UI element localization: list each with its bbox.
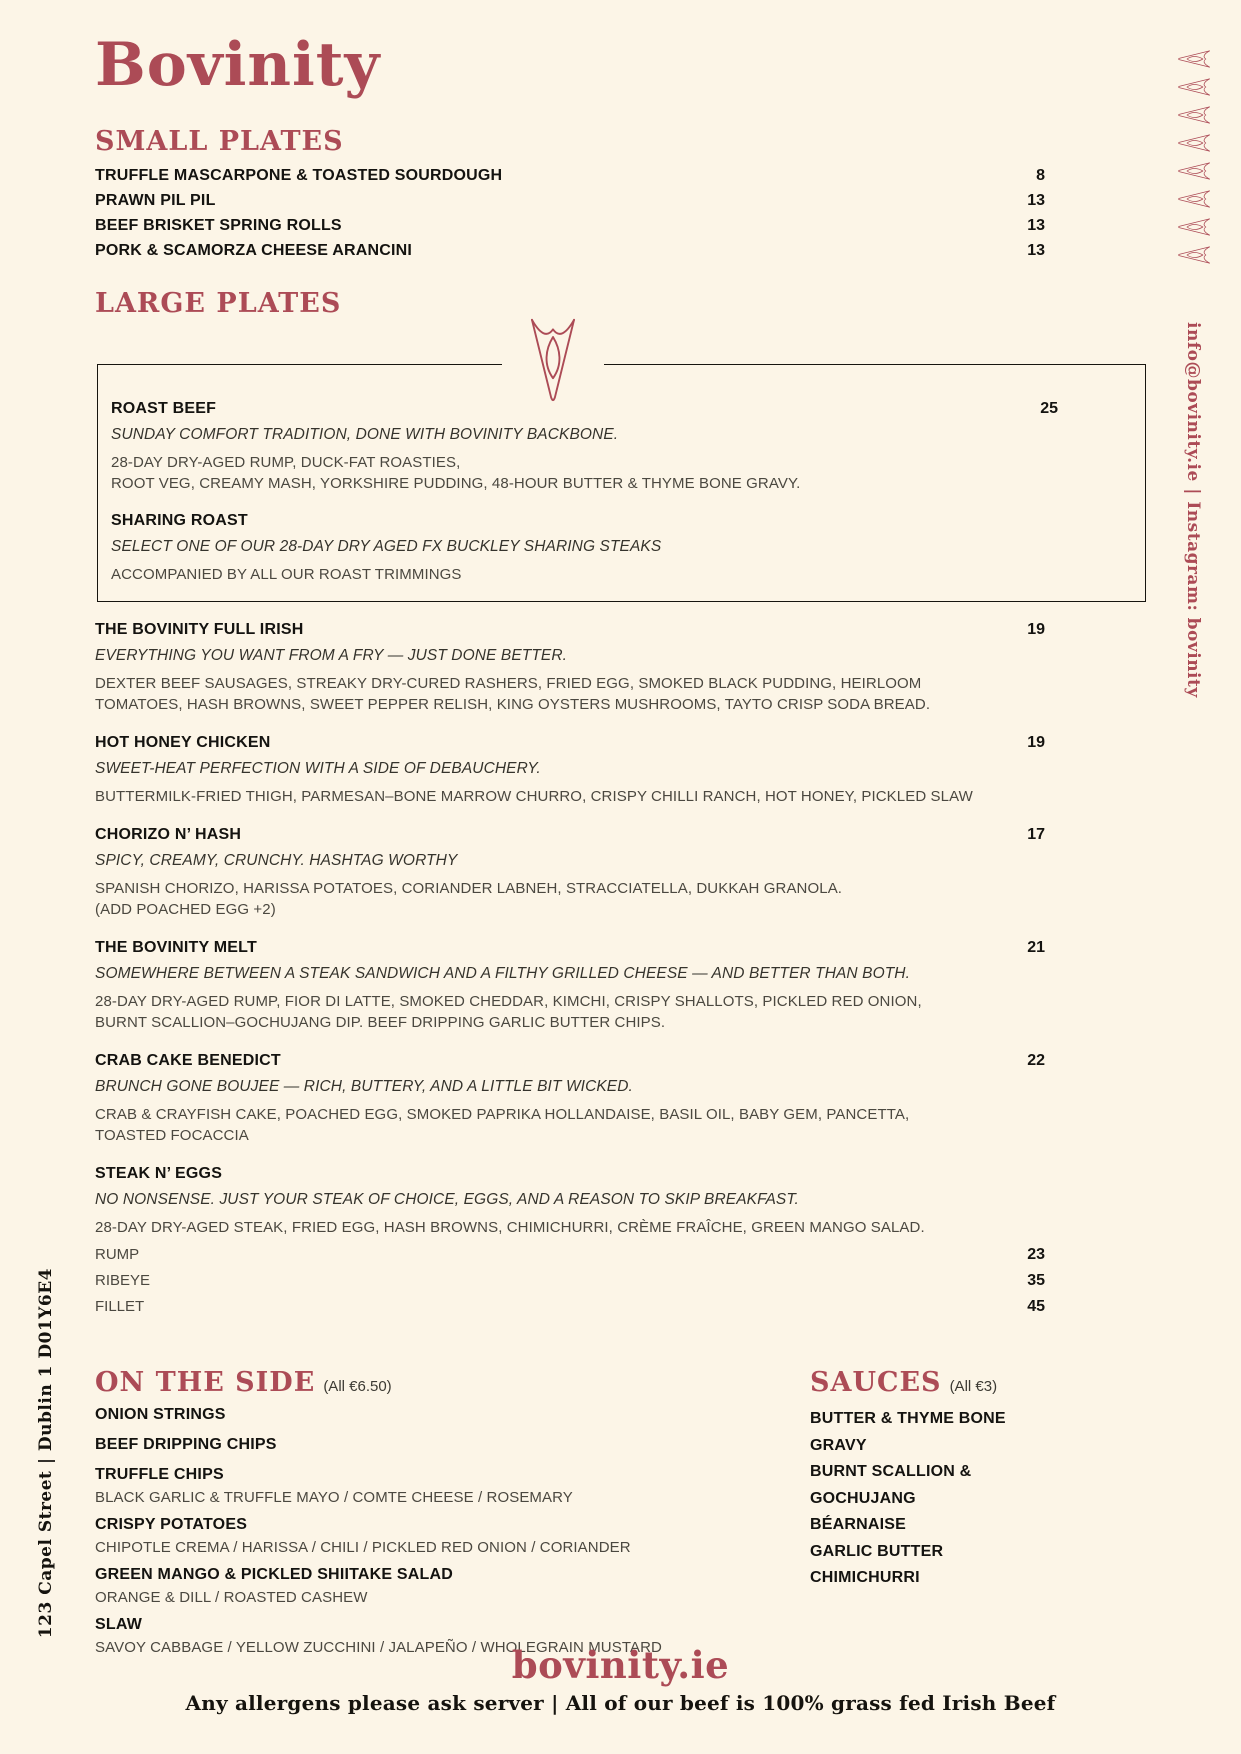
- section-sides-sauces: [95, 1368, 1045, 1662]
- item-name: HOT HONEY CHICKEN: [95, 734, 271, 752]
- side-desc: BLACK GARLIC & TRUFFLE MAYO / COMTE CHEESE / ROSEMARY: [95, 1489, 573, 1507]
- variant-price: 23: [1027, 1246, 1045, 1264]
- item-tagline: SUNDAY COMFORT TRADITION, DONE WITH BOVINITY BACKBONE.: [111, 426, 619, 444]
- item-desc: ACCOMPANIED BY ALL OUR ROAST TRIMMINGS: [111, 566, 462, 584]
- side-name: TRUFFLE CHIPS: [95, 1466, 224, 1484]
- side-name: BEEF DRIPPING CHIPS: [95, 1436, 277, 1454]
- item-name: ROAST BEEF: [111, 400, 217, 418]
- side-name: GREEN MANGO & PICKLED SHIITAKE SALAD: [95, 1566, 454, 1584]
- item-name: STEAK N’ EGGS: [95, 1165, 223, 1183]
- sides-title: ON THE SIDE: [95, 1367, 316, 1399]
- variant-name: FILLET: [95, 1298, 145, 1316]
- side-name: ONION STRINGS: [95, 1406, 226, 1424]
- small-plates-title: SMALL PLATES: [95, 126, 344, 157]
- variant-price: 45: [1027, 1298, 1045, 1316]
- sauces-price-note: (All €3): [949, 1378, 998, 1396]
- item-name: BEEF BRISKET SPRING ROLLS: [95, 216, 342, 234]
- sauces-title: SAUCES: [810, 1367, 942, 1399]
- item-tagline: BRUNCH GONE BOUJEE — RICH, BUTTERY, AND A LITTLE BIT WICKED.: [95, 1078, 633, 1096]
- menu-item: [95, 1161, 1045, 1320]
- item-tagline: SOMEWHERE BETWEEN A STEAK SANDWICH AND A FILTHY GRILLED CHEESE — AND BETTER THAN BOTH.: [95, 965, 910, 983]
- item-price: 19: [1027, 734, 1045, 752]
- item-desc: SPANISH CHORIZO, HARISSA POTATOES, CORIANDER LABNEH, STRACCIATELLA, DUKKAH GRANOLA. (ADD POACHED EGG +2): [95, 880, 843, 919]
- item-desc: BUTTERMILK-FRIED THIGH, PARMESAN–BONE MARROW CHURRO, CRISPY CHILLI RANCH, HOT HONEY, PICKLED SLAW: [95, 788, 973, 806]
- item-price: 21: [1027, 939, 1045, 957]
- item-desc: DEXTER BEEF SAUSAGES, STREAKY DRY-CURED RASHERS, FRIED EGG, SMOKED BLACK PUDDING, HEIRLOOM TOMATOES, HASH BROWNS, SWEET PEPPER RELISH, KING OYSTERS MUSHROOMS, TAYTO CRISP SODA BREAD.: [95, 675, 931, 714]
- side-desc: ORANGE & DILL / ROASTED CASHEW: [95, 1589, 368, 1607]
- brand-logo: Bovinity: [95, 30, 381, 100]
- item-tagline: SELECT ONE OF OUR 28-DAY DRY AGED FX BUCKLEY SHARING STEAKS: [111, 538, 662, 556]
- item-tagline: NO NONSENSE. JUST YOUR STEAK OF CHOICE, EGGS, AND A REASON TO SKIP BREAKFAST.: [95, 1191, 799, 1209]
- item-desc: 28-DAY DRY-AGED RUMP, DUCK-FAT ROASTIES, ROOT VEG, CREAMY MASH, YORKSHIRE PUDDING, 48-HOUR BUTTER & THYME BONE GRAVY.: [111, 454, 801, 493]
- variant-name: RIBEYE: [95, 1272, 151, 1290]
- menu-item: [95, 730, 1045, 807]
- item-tagline: EVERYTHING YOU WANT FROM A FRY — JUST DONE BETTER.: [95, 647, 568, 665]
- side-name: CRISPY POTATOES: [95, 1516, 248, 1534]
- item-price: 13: [1027, 191, 1045, 209]
- variant-price: 35: [1027, 1272, 1045, 1290]
- item-price: 8: [1036, 166, 1045, 184]
- menu-item: [95, 617, 1045, 715]
- menu-item-row: [95, 188, 1045, 213]
- item-desc: 28-DAY DRY-AGED STEAK, FRIED EGG, HASH BROWNS, CHIMICHURRI, CRÈME FRAÎCHE, GREEN MANGO SALAD.: [95, 1219, 925, 1237]
- variant-name: RUMP: [95, 1246, 140, 1264]
- item-name: TRUFFLE MASCARPONE & TOASTED SOURDOUGH: [95, 166, 503, 184]
- featured-item: [111, 508, 1058, 585]
- steak-variant-row: [95, 1268, 1045, 1294]
- item-tagline: SPICY, CREAMY, CRUNCHY. HASHTAG WORTHY: [95, 852, 458, 870]
- menu-item-row: [95, 213, 1045, 238]
- side-item: [95, 1402, 810, 1428]
- item-price: 19: [1027, 621, 1045, 639]
- item-price: 22: [1027, 1052, 1045, 1070]
- item-name: CHORIZO N’ HASH: [95, 826, 242, 844]
- item-name: THE BOVINITY FULL IRISH: [95, 621, 304, 639]
- item-name: THE BOVINITY MELT: [95, 939, 257, 957]
- menu-item-row: [95, 163, 1045, 188]
- side-item: [95, 1512, 810, 1557]
- steak-variant-row: [95, 1294, 1045, 1320]
- menu-item: [95, 822, 1045, 920]
- menu-item: [95, 935, 1045, 1033]
- item-price: 17: [1027, 826, 1045, 844]
- sauce-name: CHIMICHURRI: [810, 1569, 920, 1587]
- side-desc: SAVOY CABBAGE / YELLOW ZUCCHINI / JALAPEÑO / WHOLEGRAIN MUSTARD: [95, 1639, 662, 1657]
- section-large-plates: [95, 287, 1058, 1321]
- side-name: SLAW: [95, 1616, 143, 1634]
- steak-variant-row: [95, 1242, 1045, 1268]
- footer-allergen-note: Any allergens please ask server | All of our beef is 100% grass fed Irish Beef: [185, 1690, 1056, 1715]
- horn-pattern-decoration: [1177, 42, 1211, 266]
- bull-horns-icon: [1177, 238, 1211, 272]
- item-name: PRAWN PIL PIL: [95, 191, 216, 209]
- item-desc: CRAB & CRAYFISH CAKE, POACHED EGG, SMOKED PAPRIKA HOLLANDAISE, BASIL OIL, BABY GEM, PANCETTA, TOASTED FOCACCIA: [95, 1106, 910, 1145]
- sides-price-note: (All €6.50): [323, 1378, 392, 1396]
- menu-item-row: [95, 238, 1045, 263]
- large-plates-title: LARGE PLATES: [95, 287, 342, 319]
- side-item: [95, 1462, 810, 1507]
- address-rail: 123 Capel Street | Dublin 1 D01Y6E4: [36, 1267, 56, 1638]
- item-price: 13: [1027, 216, 1045, 234]
- sauce-name: BUTTER & THYME BONE GRAVY: [810, 1410, 1006, 1454]
- sauce-name: BÉARNAISE: [810, 1516, 907, 1534]
- item-tagline: SWEET-HEAT PERFECTION WITH A SIDE OF DEBAUCHERY.: [95, 760, 541, 778]
- contact-rail: info@bovinity.ie | Instagram: bovinity: [1183, 322, 1203, 698]
- footer-website: bovinity.ie: [511, 1643, 730, 1687]
- sauce-name: GARLIC BUTTER: [810, 1542, 944, 1560]
- footer: [0, 1645, 1241, 1715]
- bull-horns-logo-icon: [502, 316, 604, 404]
- item-desc: 28-DAY DRY-AGED RUMP, FIOR DI LATTE, SMOKED CHEDDAR, KIMCHI, CRISPY SHALLOTS, PICKLED RED ONION, BURNT SCALLION–GOCHUJANG DIP. BEEF DRIPPING GARLIC BUTTER CHIPS.: [95, 993, 922, 1032]
- section-sauces: [810, 1368, 1045, 1662]
- menu-item: [95, 1048, 1045, 1146]
- item-name: PORK & SCAMORZA CHEESE ARANCINI: [95, 241, 413, 259]
- sauce-name: BURNT SCALLION & GOCHUJANG: [810, 1463, 972, 1507]
- menu-content: [95, 30, 1058, 1662]
- side-item: [95, 1432, 810, 1458]
- section-small-plates: [95, 127, 1045, 263]
- featured-item: [111, 396, 1058, 494]
- side-item: [95, 1562, 810, 1607]
- item-name: SHARING ROAST: [111, 512, 248, 530]
- item-name: CRAB CAKE BENEDICT: [95, 1052, 281, 1070]
- item-price: 13: [1027, 241, 1045, 259]
- section-on-the-side: [95, 1368, 810, 1662]
- item-price: 25: [1040, 400, 1058, 418]
- side-desc: CHIPOTLE CREMA / HARISSA / CHILI / PICKLED RED ONION / CORIANDER: [95, 1539, 631, 1557]
- roast-feature-box: [97, 364, 1146, 602]
